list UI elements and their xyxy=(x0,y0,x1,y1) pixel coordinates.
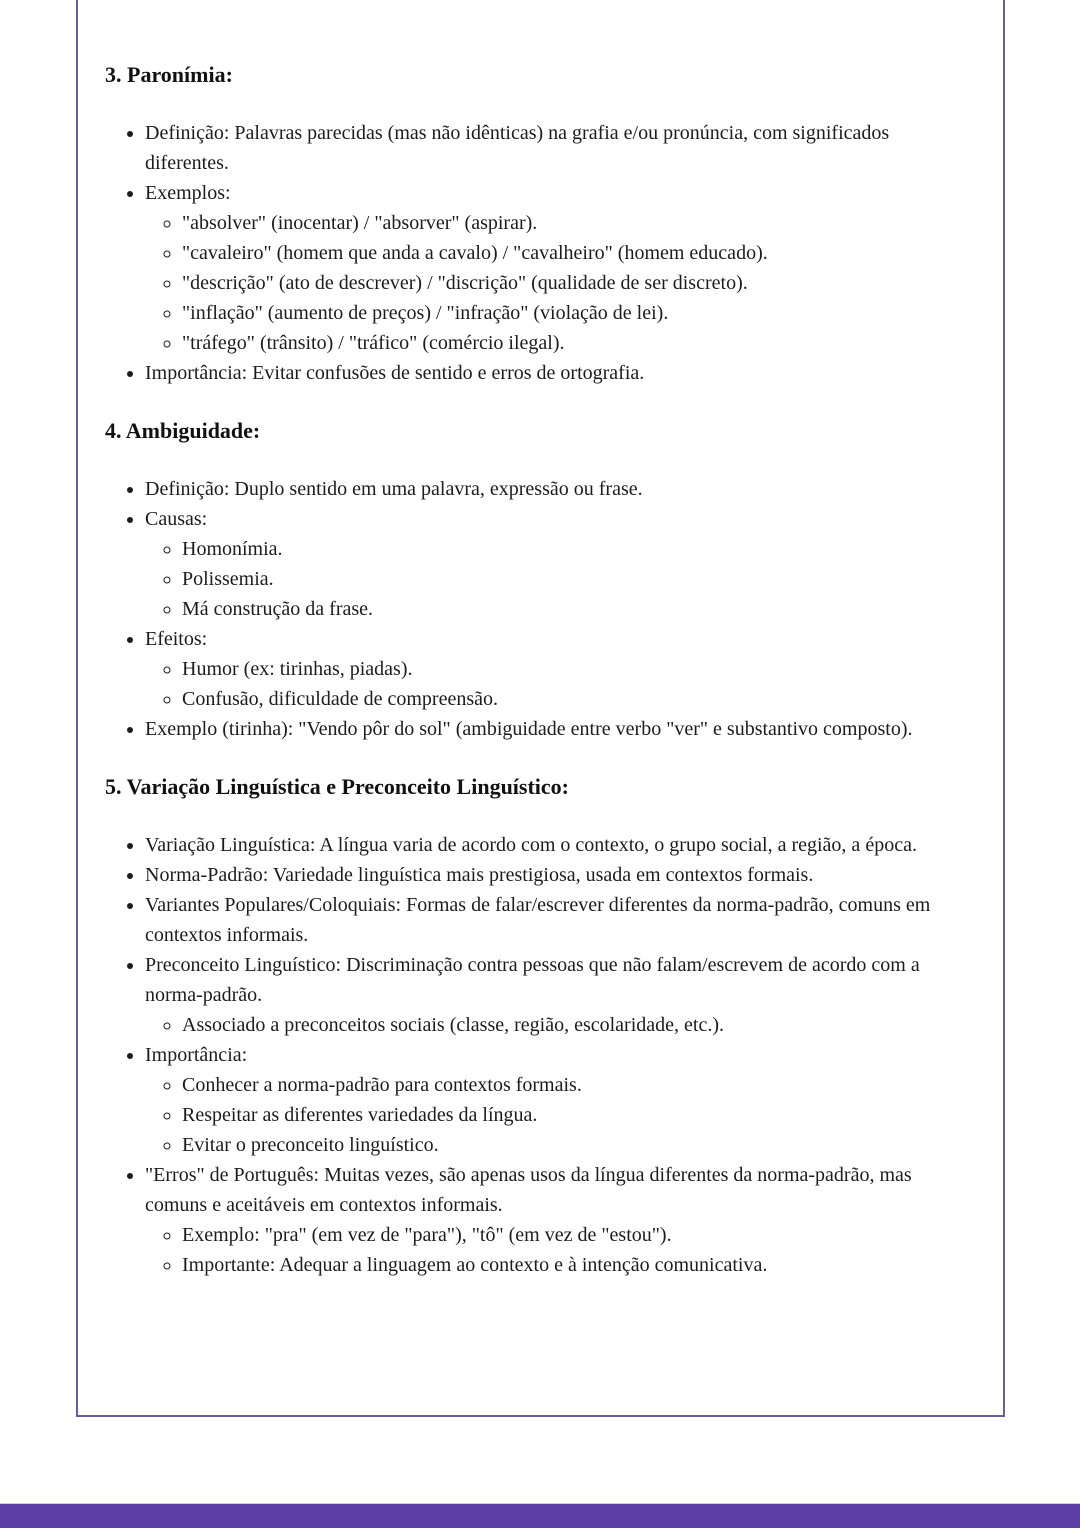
bottom-accent-bar xyxy=(0,1503,1080,1528)
sub-list xyxy=(145,208,959,358)
list-item: • Definição: Duplo sentido em uma palavra, expressão ou frase. xyxy=(145,474,959,504)
list-item: • Definição: Palavras parecidas (mas não idênticas) na grafia e/ou pronúncia, com significados diferentes. xyxy=(145,118,959,178)
list-item: • Norma-Padrão: Variedade linguística mais prestigiosa, usada em contextos formais. xyxy=(145,860,959,890)
sub-list xyxy=(145,534,959,624)
list-item: • Importância: Evitar confusões de sentido e erros de ortografia. xyxy=(145,358,959,388)
sub-list-item: ◦ Associado a preconceitos sociais (classe, região, escolaridade, etc.). xyxy=(182,1010,959,1040)
sub-list-item: ◦ Importante: Adequar a linguagem ao contexto e à intenção comunicativa. xyxy=(182,1250,959,1280)
list-item: • Variantes Populares/Coloquiais: Formas de falar/escrever diferentes da norma-padrão, comuns em contextos informais. xyxy=(145,890,959,950)
sub-list-item: ◦ "inflação" (aumento de preços) / "infração" (violação de lei). xyxy=(182,298,959,328)
sub-list-item: ◦ Conhecer a norma-padrão para contextos formais. xyxy=(182,1070,959,1100)
content-frame xyxy=(76,0,1005,1417)
section-heading: 5. Variação Linguística e Preconceito Linguístico: xyxy=(105,774,570,799)
list-item: • "Erros" de Português: Muitas vezes, são apenas usos da língua diferentes da norma-padrão, mas comuns e aceitáveis em contextos informais. ◦ Exemplo: "pra" (em vez de "para"), "tô" (em vez de "estou"). ◦ Importante: Adequar a linguagem ao contexto e à intenção comunicativa. xyxy=(145,1160,959,1280)
sub-list-item: ◦ Má construção da frase. xyxy=(182,594,959,624)
sub-list-item: ◦ Homonímia. xyxy=(182,534,959,564)
bullet-list xyxy=(105,474,959,744)
sub-list-item: ◦ "tráfego" (trânsito) / "tráfico" (comércio ilegal). xyxy=(182,328,959,358)
sub-list-item: ◦ "absolver" (inocentar) / "absorver" (aspirar). xyxy=(182,208,959,238)
sub-list xyxy=(145,654,959,714)
sub-list-item: ◦ Confusão, dificuldade de compreensão. xyxy=(182,684,959,714)
sub-list-item: ◦ "descrição" (ato de descrever) / "discrição" (qualidade de ser discreto). xyxy=(182,268,959,298)
sub-list-item: ◦ Exemplo: "pra" (em vez de "para"), "tô" (em vez de "estou"). xyxy=(182,1220,959,1250)
list-item: • Importância: ◦ Conhecer a norma-padrão para contextos formais. ◦ Respeitar as diferentes variedades da língua. ◦ Evitar o preconceito linguístico. xyxy=(145,1040,959,1160)
sub-list-item: ◦ Respeitar as diferentes variedades da língua. xyxy=(182,1100,959,1130)
sub-list-item: ◦ Humor (ex: tirinhas, piadas). xyxy=(182,654,959,684)
list-item: • Efeitos: ◦ Humor (ex: tirinhas, piadas). ◦ Confusão, dificuldade de compreensão. xyxy=(145,624,959,714)
bullet-list xyxy=(105,830,959,1280)
list-item: • Variação Linguística: A língua varia de acordo com o contexto, o grupo social, a região, a época. xyxy=(145,830,959,860)
section-heading: 3. Paronímia: xyxy=(105,62,233,87)
list-item: • Exemplos: ◦ "absolver" (inocentar) / "absorver" (aspirar). ◦ "cavaleiro" (homem que anda a cavalo) / "cavalheiro" (homem educado). ◦ "descrição" (ato de descrever) / "discrição" (qualidade de ser discreto). ◦ "inflação" (aumento de preços) / "infração" (violação de lei). ◦ "tráfego" (trânsito) / "tráfico" (comércio ilegal). xyxy=(145,178,959,358)
sub-list xyxy=(145,1220,959,1280)
sub-list-item: ◦ Polissemia. xyxy=(182,564,959,594)
list-item: • Preconceito Linguístico: Discriminação contra pessoas que não falam/escrevem de acordo com a norma-padrão. ◦ Associado a preconceitos sociais (classe, região, escolaridade, etc.). xyxy=(145,950,959,1040)
section-heading: 4. Ambiguidade: xyxy=(105,418,261,443)
bullet-list xyxy=(105,118,959,388)
list-item: • Exemplo (tirinha): "Vendo pôr do sol" (ambiguidade entre verbo "ver" e substantivo composto). xyxy=(145,714,959,744)
sub-list xyxy=(145,1070,959,1160)
document-content xyxy=(78,0,1003,1280)
sub-list xyxy=(145,1010,959,1040)
sub-list-item: ◦ Evitar o preconceito linguístico. xyxy=(182,1130,959,1160)
list-item: • Causas: ◦ Homonímia. ◦ Polissemia. ◦ Má construção da frase. xyxy=(145,504,959,624)
sub-list-item: ◦ "cavaleiro" (homem que anda a cavalo) / "cavalheiro" (homem educado). xyxy=(182,238,959,268)
